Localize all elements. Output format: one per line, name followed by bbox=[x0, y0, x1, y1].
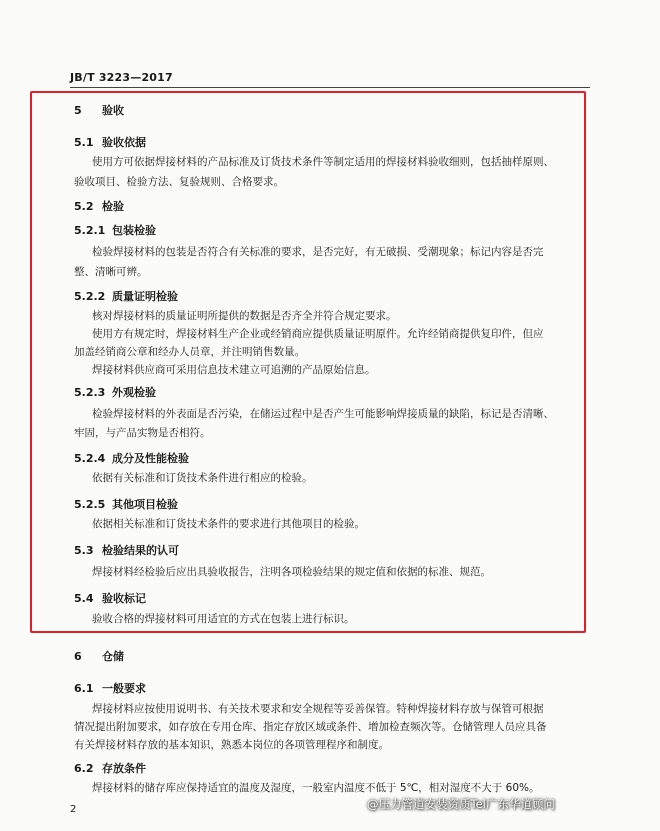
paragraph-cont: 验收项目、检验方法、复验规则、合格要求。 bbox=[74, 176, 284, 188]
heading-number: 5.2.5 bbox=[74, 498, 106, 511]
heading-title: 检验 bbox=[102, 200, 124, 213]
paragraph: 依据有关标准和订货技术条件进行相应的检验。 bbox=[92, 472, 313, 484]
heading-5 bbox=[74, 102, 124, 118]
page-number: 2 bbox=[70, 804, 77, 815]
paragraph: 焊接材料供应商可采用信息技术建立可追溯的产品原始信息。 bbox=[92, 364, 376, 376]
heading-title: 成分及性能检验 bbox=[112, 452, 189, 465]
heading-5-2-4 bbox=[74, 450, 189, 466]
paragraph-cont: 牢固，与产品实物是否相符。 bbox=[74, 427, 211, 439]
heading-title: 其他项目检验 bbox=[112, 498, 178, 511]
paragraph: 依据相关标准和订货技术条件的要求进行其他项目的检验。 bbox=[92, 518, 365, 530]
heading-number: 6.2 bbox=[74, 762, 94, 775]
paragraph: 核对焊接材料的质量证明所提供的数据是否齐全并符合规定要求。 bbox=[92, 310, 397, 322]
paragraph: 检验焊接材料的外表面是否污染，在储运过程中是否产生可能影响焊接质量的缺陷，标记是否清晰、 bbox=[92, 408, 554, 420]
heading-number: 5.2 bbox=[74, 200, 94, 213]
heading-number: 5.3 bbox=[74, 544, 94, 557]
standard-code: JB/T 3223—2017 bbox=[70, 71, 173, 84]
heading-number: 5 bbox=[74, 104, 82, 117]
heading-title: 质量证明检验 bbox=[112, 290, 178, 303]
heading-5-2-3 bbox=[74, 384, 156, 400]
paragraph: 焊接材料的储存库应保持适宜的温度及湿度，一般室内温度不低于 5℃，相对湿度不大于 60%。 bbox=[92, 782, 540, 794]
heading-title: 存放条件 bbox=[102, 762, 146, 775]
heading-number: 5.2.4 bbox=[74, 452, 106, 465]
heading-6 bbox=[74, 648, 124, 664]
heading-number: 6 bbox=[74, 650, 82, 663]
paragraph: 使用方有规定时，焊接材料生产企业或经销商应提供质量证明原件。允许经销商提供复印件，但应 bbox=[92, 328, 544, 340]
paragraph: 检验焊接材料的包装是否符合有关标准的要求，是否完好，有无破损、受潮现象；标记内容是否完 bbox=[92, 246, 544, 258]
paragraph: 焊接材料经检验后应出具验收报告，注明各项检验结果的规定值和依据的标准、规范。 bbox=[92, 566, 491, 578]
heading-title: 仓储 bbox=[102, 650, 124, 663]
paragraph: 验收合格的焊接材料可用适宜的方式在包装上进行标识。 bbox=[92, 613, 355, 625]
paragraph: 焊接材料应按使用说明书、有关技术要求和安全规程等妥善保管。特种焊接材料存放与保管可根据 bbox=[92, 703, 544, 715]
heading-5-2-5 bbox=[74, 496, 178, 512]
heading-title: 包装检验 bbox=[112, 224, 156, 237]
paragraph-cont: 加盖经销商公章和经办人员章，并注明销售数量。 bbox=[74, 346, 305, 358]
heading-number: 5.2.2 bbox=[74, 290, 106, 303]
heading-number: 5.2.3 bbox=[74, 386, 106, 399]
heading-number: 6.1 bbox=[74, 682, 94, 695]
paragraph-cont: 整、清晰可辨。 bbox=[74, 266, 148, 278]
paragraph-cont: 情况提出附加要求，如存放在专用仓库、指定存放区域或条件、增加检查频次等。仓储管理人员应具备 bbox=[74, 721, 547, 733]
heading-title: 验收 bbox=[102, 104, 124, 117]
heading-5-4 bbox=[74, 590, 146, 606]
heading-5-2 bbox=[74, 198, 124, 214]
heading-6-1 bbox=[74, 680, 146, 696]
header-rule bbox=[70, 87, 590, 88]
paragraph: 使用方可依据焊接材料的产品标准及订货技术条件等制定适用的焊接材料验收细则，包括抽样原则、 bbox=[92, 156, 554, 168]
heading-5-2-2 bbox=[74, 288, 178, 304]
heading-number: 5.4 bbox=[74, 592, 94, 605]
heading-6-2 bbox=[74, 760, 146, 776]
heading-number: 5.2.1 bbox=[74, 224, 106, 237]
heading-5-2-1 bbox=[74, 222, 156, 238]
heading-title: 验收标记 bbox=[102, 592, 146, 605]
heading-number: 5.1 bbox=[74, 136, 94, 149]
heading-title: 外观检验 bbox=[112, 386, 156, 399]
heading-title: 检验结果的认可 bbox=[102, 544, 179, 557]
paragraph-cont: 有关焊接材料存放的基本知识，熟悉本岗位的各项管理程序和制度。 bbox=[74, 739, 389, 751]
heading-5-1 bbox=[74, 134, 146, 150]
watermark: @压力管道安装资质Tel广东华道顾问 bbox=[367, 797, 555, 811]
heading-5-3 bbox=[74, 542, 179, 558]
heading-title: 一般要求 bbox=[102, 682, 146, 695]
heading-title: 验收依据 bbox=[102, 136, 146, 149]
